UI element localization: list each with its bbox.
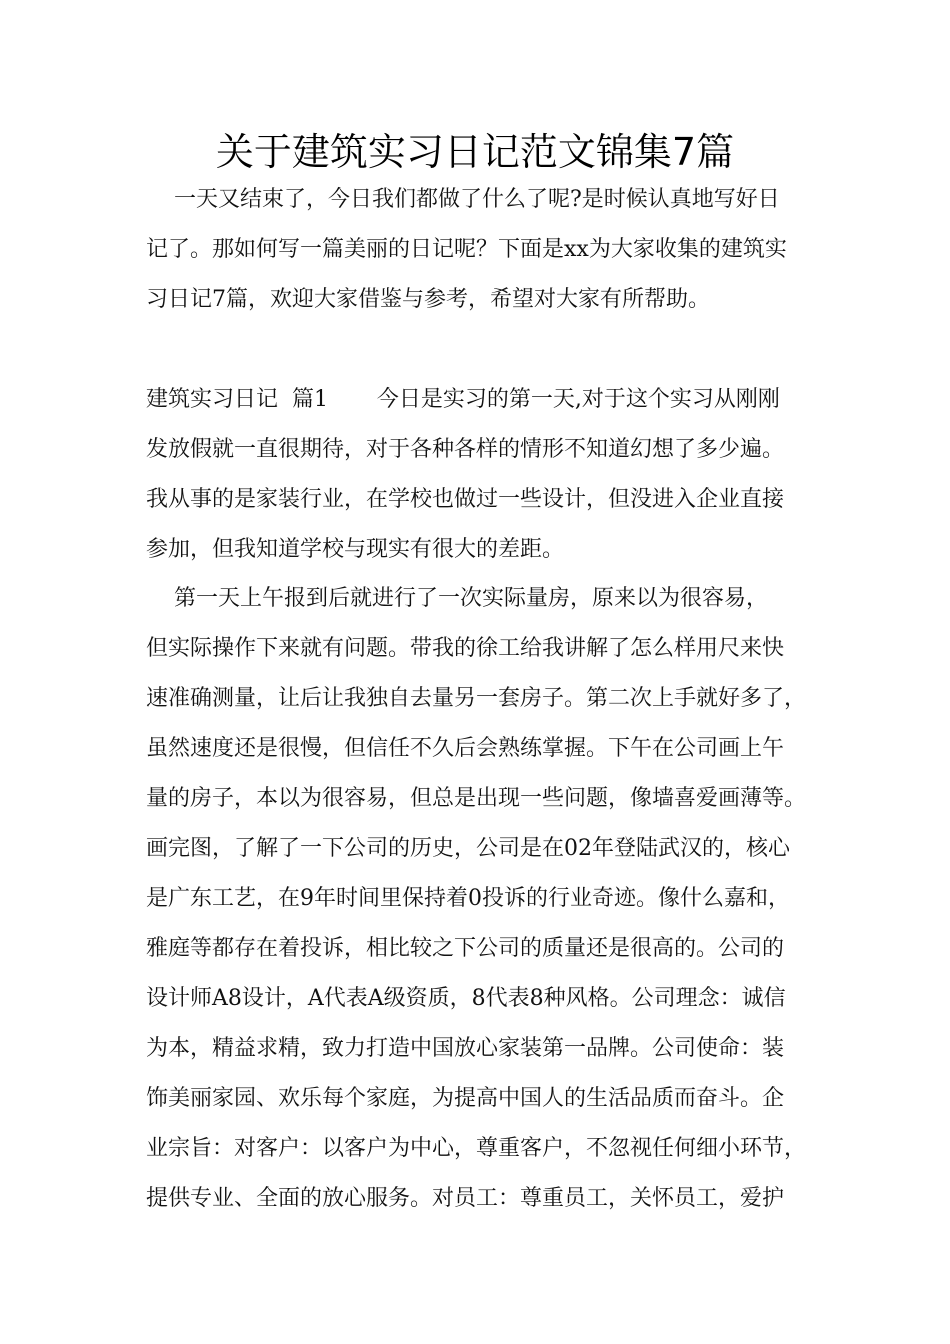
paragraph-2-line-12: 业宗旨：对客户：以客户为中心，尊重客户，不忽视任何细小环节， [146, 1136, 807, 1161]
paragraph-2-line-3: 速准确测量，让后让我独自去量另一套房子。第二次上手就好多了， [146, 686, 807, 711]
paragraph-2-line-5: 量的房子，本以为很容易，但总是出现一些问题，像墙喜爱画薄等。 [146, 786, 807, 811]
section-1-line-3: 我从事的是家装行业，在学校也做过一些设计，但没进入企业直接 [146, 487, 785, 512]
paragraph-2-line-4: 虽然速度还是很慢，但信任不久后会熟练掌握。下午在公司画上午 [146, 736, 785, 761]
paragraph-2-line-2: 但实际操作下来就有问题。带我的徐工给我讲解了怎么样用尺来快 [146, 636, 785, 661]
intro-line-2: 记了。那如何写一篇美丽的日记呢？下面是xx为大家收集的建筑实 [146, 237, 787, 262]
paragraph-2-line-6: 画完图，了解了一下公司的历史，公司是在02年登陆武汉的，核心 [146, 836, 790, 861]
section-1-line-4: 参加，但我知道学校与现实有很大的差距。 [146, 537, 565, 562]
paragraph-2-line-11: 饰美丽家园、欢乐每个家庭，为提高中国人的生活品质而奋斗。企 [146, 1086, 785, 1111]
paragraph-2-line-10: 为本，精益求精，致力打造中国放心家装第一品牌。公司使命：装 [146, 1036, 785, 1061]
document-title: 关于建筑实习日记范文锦集7篇 [215, 130, 735, 174]
paragraph-2-line-1: 第一天上午报到后就进行了一次实际量房，原来以为很容易， [146, 586, 768, 611]
intro-line-3: 习日记7篇，欢迎大家借鉴与参考，希望对大家有所帮助。 [146, 287, 710, 312]
paragraph-2-line-9: 设计师A8设计，A代表A级资质，8代表8种风格。公司理念：诚信 [146, 986, 786, 1011]
paragraph-2-line-7: 是广东工艺，在9年时间里保持着0投诉的行业奇迹。像什么嘉和， [146, 886, 790, 911]
paragraph-2-line-13: 提供专业、全面的放心服务。对员工：尊重员工，关怀员工，爱护 [146, 1186, 785, 1211]
paragraph-2-line-8: 雅庭等都存在着投诉，相比较之下公司的质量还是很高的。公司的 [146, 936, 785, 961]
section-1-line-2: 发放假就一直很期待，对于各种各样的情形不知道幻想了多少遍。 [146, 437, 785, 462]
intro-line-1: 一天又结束了，今日我们都做了什么了呢?是时候认真地写好日 [146, 187, 780, 212]
section-1-line-1: 建筑实习日记 篇1 今日是实习的第一天,对于这个实习从刚刚 [146, 387, 780, 412]
